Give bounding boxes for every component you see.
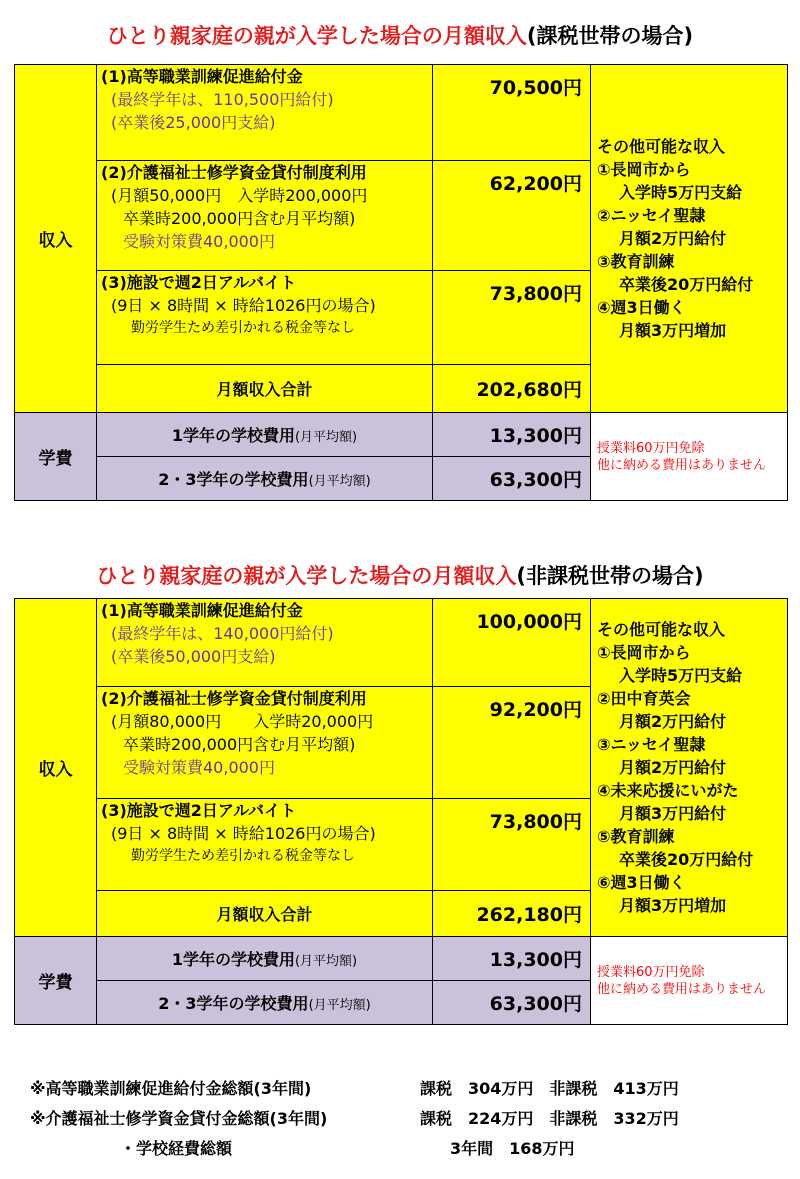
income-item-2: (2)介護福祉士修学資金貸付制度利用 (月額50,000円 入学時200,000円 卒業時200,000円含む月平均額) 受験対策費40,000円: [97, 161, 433, 271]
fee-year23: 2・3学年の学校費用(月平均額): [97, 981, 433, 1025]
fee-year1-amount: 13,300円: [433, 413, 591, 457]
footer-note-3-label: ・学校経費総額: [120, 1139, 233, 1158]
income-item-1-amount: 70,500円: [433, 65, 591, 161]
total-amount: 262,180円: [433, 891, 591, 937]
income-item-2-amount: 62,200円: [433, 161, 591, 271]
fees-label: 学費: [15, 413, 97, 501]
income-item-2: (2)介護福祉士修学資金貸付制度利用 (月額80,000円 入学時20,000円 卒業時200,000円含む月平均額) 受験対策費40,000円: [97, 687, 433, 799]
income-item-3-amount: 73,800円: [433, 799, 591, 891]
footer-note-2-value: 課税 224万円 非課税 332万円: [420, 1109, 679, 1128]
income-table-nontaxable: [14, 598, 788, 1025]
income-label: 収入: [15, 599, 97, 937]
section2-title: ひとり親家庭の親が入学した場合の月額収入(非課税世帯の場合): [96, 564, 704, 588]
other-income: その他可能な収入 ①長岡市から 入学時5万円支給 ②ニッセイ聖隷 月額2万円給付 ③教育訓練 卒業後20万円給付 ④週3日働く 月額3万円増加: [591, 65, 788, 413]
income-label: 収入: [15, 65, 97, 413]
income-item-1: (1)高等職業訓練促進給付金 (最終学年は、110,500円給付) (卒業後25,000円支給): [97, 65, 433, 161]
total-label: 月額収入合計: [97, 891, 433, 937]
footer-note-3-value: 3年間 168万円: [450, 1139, 575, 1158]
fee-year23-amount: 63,300円: [433, 457, 591, 501]
fees-label: 学費: [15, 937, 97, 1025]
fee-year1: 1学年の学校費用(月平均額): [97, 937, 433, 981]
section1-title: ひとり親家庭の親が入学した場合の月額収入(課税世帯の場合): [106, 24, 694, 48]
fee-year23-amount: 63,300円: [433, 981, 591, 1025]
income-item-3-amount: 73,800円: [433, 271, 591, 365]
total-amount: 202,680円: [433, 365, 591, 413]
income-item-3: (3)施設で週2日アルバイト (9日 × 8時間 × 時給1026円の場合) 勤労学生ため差引かれる税金等なし: [97, 271, 433, 365]
income-item-1-amount: 100,000円: [433, 599, 591, 687]
fee-year23: 2・3学年の学校費用(月平均額): [97, 457, 433, 501]
income-item-2-amount: 92,200円: [433, 687, 591, 799]
total-label: 月額収入合計: [97, 365, 433, 413]
fee-note: 授業料60万円免除 他に納める費用はありません: [591, 937, 788, 1025]
footer-note-1-value: 課税 304万円 非課税 413万円: [420, 1079, 679, 1098]
footer-note-1-label: ※高等職業訓練促進給付金総額(3年間): [30, 1079, 312, 1098]
income-table-taxable: [14, 64, 788, 501]
income-item-1: (1)高等職業訓練促進給付金 (最終学年は、140,000円給付) (卒業後50,000円支給): [97, 599, 433, 687]
income-item-3: (3)施設で週2日アルバイト (9日 × 8時間 × 時給1026円の場合) 勤労学生ため差引かれる税金等なし: [97, 799, 433, 891]
fee-year1: 1学年の学校費用(月平均額): [97, 413, 433, 457]
other-income: その他可能な収入 ①長岡市から 入学時5万円支給 ②田中育英会 月額2万円給付 ③ニッセイ聖隷 月額2万円給付 ④未来応援にいがた 月額3万円給付 ⑤教育訓練 卒業後20万円給付 ⑥週3日働く 月額3万円増加: [591, 599, 788, 937]
footer-note-2-label: ※介護福祉士修学資金貸付金総額(3年間): [30, 1109, 328, 1128]
fee-year1-amount: 13,300円: [433, 937, 591, 981]
fee-note: 授業料60万円免除 他に納める費用はありません: [591, 413, 788, 501]
